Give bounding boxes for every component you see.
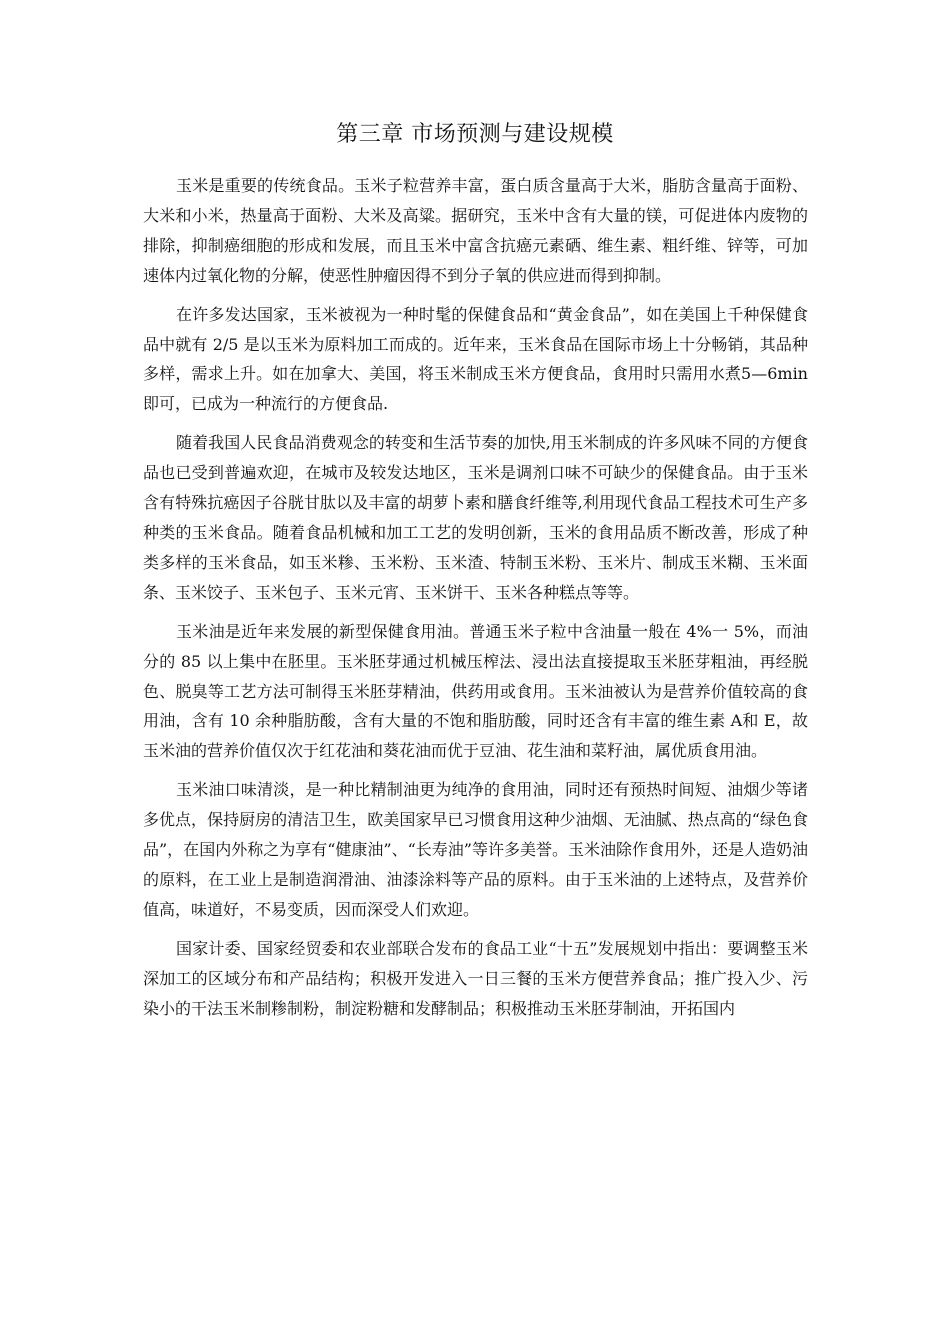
paragraph-corn-oil: 玉米油是近年来发展的新型保健食用油。普通玉米子粒中含油量一般在 4%一 5%，而油分的 85 以上集中在胚里。玉米胚芽通过机械压榨法、浸出法直接提取玉米胚芽粗油，再经脱色、脱臭等工艺方法可制得玉米胚芽精油，供药用或食用。玉米油被认为是营养价值较高的食用油，含有 10 余种脂肪酸，含有大量的不饱和脂肪酸，同时还含有丰富的维生素 A和 E，故玉米油的营养价值仅次于红花油和葵花油而优于豆油、花生油和菜籽油，属优质食用油。 [143,621,808,761]
paragraph-domestic-market: 随着我国人民食品消费观念的转变和生活节奏的加快,用玉米制成的许多风味不同的方便食品也已受到普遍欢迎，在城市及较发达地区，玉米是调剂口味不可缺少的保健食品。由于玉米含有特殊抗癌因子谷胱甘肽以及丰富的胡萝卜素和膳食纤维等,利用现代食品工程技术可生产多种类的玉米食品。随着食品机械和加工工艺的发明创新，玉米的食用品质不断改善，形成了种类多样的玉米食品，如玉米糁、玉米粉、玉米渣、特制玉米粉、玉米片、制成玉米糊、玉米面条、玉米饺子、玉米包子、玉米元宵、玉米饼干、玉米各种糕点等等。 [143,433,808,602]
paragraph-national-plan: 国家计委、国家经贸委和农业部联合发布的食品工业“十五”发展规划中指出：要调整玉米深加工的区域分布和产品结构；积极开发进入一日三餐的玉米方便营养食品；推广投入少、污染小的干法玉米制糁制粉，制淀粉糖和发酵制品；积极推动玉米胚芽制油，开拓国内 [143,938,808,1018]
paragraph-developed-countries: 在许多发达国家，玉米被视为一种时髦的保健食品和“黄金食品”，如在美国上千种保健食品中就有 2/5 是以玉米为原料加工而成的。近年来，玉米食品在国际市场上十分畅销，其品种多样，需求上升。如在加拿大、美国，将玉米制成玉米方便食品，食用时只需用水煮5—6min 即可，已成为一种流行的方便食品. [143,304,808,414]
document-body [143,171,808,1023]
chapter-title: 第三章 市场预测与建设规模 [336,122,614,147]
paragraph-corn-oil-advantages: 玉米油口味清淡，是一种比精制油更为纯净的食用油，同时还有预热时间短、油烟少等诸多优点，保持厨房的清洁卫生，欧美国家早已习惯食用这种少油烟、无油腻、热点高的“绿色食品”，在国内外称之为享有“健康油”、“长寿油”等许多美誉。玉米油除作食用外，还是人造奶油的原料，在工业上是制造润滑油、油漆涂料等产品的原料。由于玉米油的上述特点，及营养价值高，味道好，不易变质，因而深受人们欢迎。 [143,780,808,919]
paragraph-corn-nutrition: 玉米是重要的传统食品。玉米子粒营养丰富，蛋白质含量高于大米，脂肪含量高于面粉、大米和小米，热量高于面粉、大米及高粱。据研究，玉米中含有大量的镁，可促进体内废物的排除，抑制癌细胞的形成和发展，而且玉米中富含抗癌元素硒、维生素、粗纤维、锌等，可加速体内过氧化物的分解，使恶性肿瘤因得不到分子氧的供应进而得到抑制。 [143,176,808,285]
